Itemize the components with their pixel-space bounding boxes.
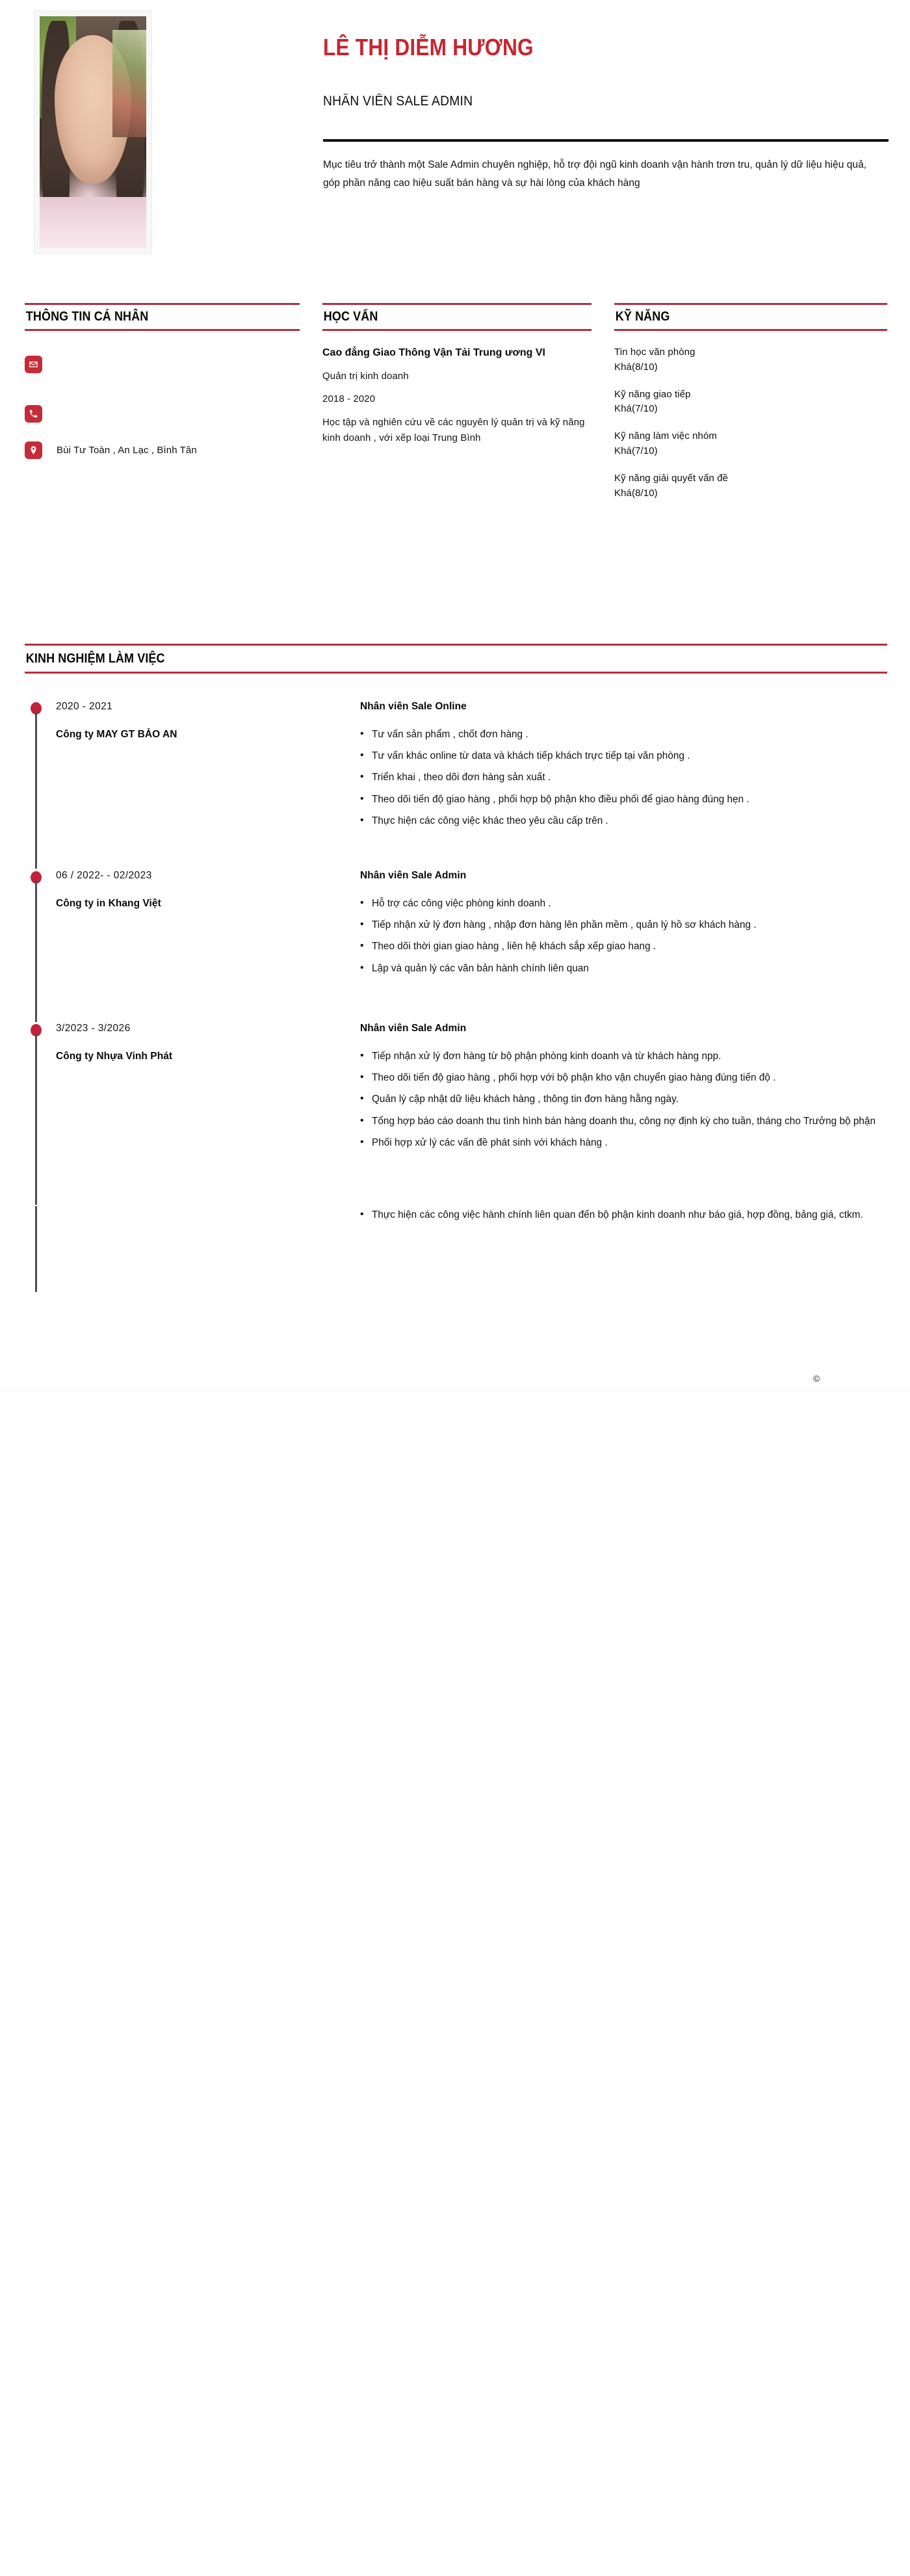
experience-company: Công ty MAY GT BẢO AN bbox=[56, 729, 177, 740]
timeline-line bbox=[35, 1033, 37, 1205]
experience-company: Công ty Nhựa Vinh Phát bbox=[56, 1051, 173, 1062]
experience-bullet: • Theo dõi tiến độ giao hàng , phối hợp bộ phận kho điều phối để giao hàng đúng hẹn . bbox=[360, 791, 887, 808]
experience-dates: 2020 - 2021 bbox=[56, 701, 113, 712]
experience-item bbox=[25, 1206, 887, 1304]
experience-bullet: • Thực hiện các công việc hành chính liên quan đến bộ phận kinh doanh như báo giá, hợp đồng, bảng giá, ctkm. bbox=[360, 1206, 887, 1224]
section-education bbox=[322, 303, 592, 446]
experience-bullet: • Quản lý cập nhật dữ liệu khách hàng , thông tin đơn hàng hằng ngày. bbox=[360, 1090, 887, 1108]
skills-list bbox=[614, 345, 887, 501]
experience-bullet: • Thực hiện các công việc khác theo yêu cầu cấp trên . bbox=[360, 812, 887, 830]
experience-bullet: • Theo dõi tiến độ giao hàng , phối hợp với bộ phận kho vận chuyển giao hàng đúng tiến độ . bbox=[360, 1069, 887, 1086]
skill-name: Kỹ năng giao tiếp bbox=[614, 388, 691, 400]
section-skills bbox=[614, 303, 887, 513]
section-personal-info bbox=[25, 303, 300, 467]
experience-bullet: • Tiếp nhận xử lý đơn hàng , nhập đơn hàng lên phần mềm , quản lý hồ sơ khách hàng . bbox=[360, 916, 887, 934]
envelope-icon bbox=[25, 356, 42, 373]
timeline-gutter bbox=[25, 1206, 135, 1304]
section-title-personal-info: THÔNG TIN CÁ NHÂN bbox=[25, 309, 149, 324]
skill-level: Khá(8/10) bbox=[614, 487, 658, 499]
section-rule-bottom bbox=[614, 329, 887, 331]
section-rule-bottom bbox=[25, 672, 887, 674]
experience-item bbox=[25, 1023, 887, 1206]
experience-bullet: • Hỗ trợ các công việc phòng kinh doanh . bbox=[360, 895, 887, 912]
experience-bullet: • Phối hợp xử lý các vấn đề phát sinh với khách hàng . bbox=[360, 1134, 887, 1151]
education-major: Quản trị kinh doanh bbox=[322, 371, 409, 382]
skill-level: Khá(7/10) bbox=[614, 445, 658, 456]
page-break-divider bbox=[0, 1390, 910, 1391]
map-pin-icon bbox=[25, 441, 42, 459]
timeline-line bbox=[35, 711, 37, 869]
experience-item bbox=[25, 870, 887, 1023]
experience-bullet: • Tiếp nhận xử lý đơn hàng từ bộ phận phòng kinh doanh và từ khách hàng npp. bbox=[360, 1047, 887, 1065]
experience-bullets bbox=[360, 1206, 887, 1224]
experience-item bbox=[25, 701, 887, 870]
education-period: 2018 - 2020 bbox=[322, 393, 376, 405]
skill-item bbox=[614, 388, 887, 417]
section-title-work-experience: KINH NGHIỆM LÀM VIỆC bbox=[25, 651, 165, 666]
phone-icon bbox=[25, 405, 42, 423]
experience-role: Nhân viên Sale Admin bbox=[360, 1023, 467, 1034]
skill-name: Kỹ năng làm việc nhóm bbox=[614, 430, 718, 442]
timeline-gutter bbox=[25, 870, 161, 1023]
timeline-gutter bbox=[25, 701, 177, 870]
skill-level: Khá(7/10) bbox=[614, 403, 658, 415]
career-objective: Mục tiêu trở thành một Sale Admin chuyên nghiệp, hỗ trợ đội ngũ kinh doanh vận hành trơn tru, quản lý dữ liệu hiệu quả, góp phần nâng cao hiệu suất bán hàng và sự hài lòng của khách hàng bbox=[323, 159, 867, 189]
resume-header bbox=[0, 0, 910, 280]
section-work-experience bbox=[25, 644, 887, 1304]
section-rule-bottom bbox=[322, 329, 592, 331]
education-entry bbox=[322, 345, 592, 446]
education-school: Cao đẳng Giao Thông Vận Tải Trung ương VI bbox=[322, 347, 545, 358]
skill-name: Tin học văn phòng bbox=[614, 347, 696, 358]
experience-role: Nhân viên Sale Online bbox=[360, 701, 467, 712]
profile-photo bbox=[40, 16, 146, 248]
experience-dates: 06 / 2022- - 02/2023 bbox=[56, 870, 152, 881]
skill-item bbox=[614, 429, 887, 459]
experience-bullet: • Tư vấn khác online từ data và khách tiếp khách trực tiếp tại văn phòng . bbox=[360, 747, 887, 765]
timeline-gutter bbox=[25, 1023, 173, 1206]
experience-bullets bbox=[360, 726, 887, 830]
experience-bullets bbox=[360, 1047, 887, 1151]
header-divider bbox=[323, 139, 889, 142]
experience-body bbox=[135, 1023, 887, 1206]
experience-bullets bbox=[360, 895, 887, 977]
contact-row-phone[interactable] bbox=[25, 396, 300, 431]
experience-body bbox=[135, 1206, 887, 1304]
skill-item bbox=[614, 471, 887, 501]
copyright-icon: © bbox=[813, 1373, 820, 1384]
section-title-education: HỌC VẤN bbox=[323, 309, 378, 324]
contact-list bbox=[25, 347, 300, 467]
candidate-name: LÊ THỊ DIỄM HƯƠNG bbox=[323, 34, 534, 60]
experience-bullet: • Lập và quản lý các văn bản hành chính liên quan bbox=[360, 960, 887, 977]
experience-bullet: • Theo dõi thời gian giao hàng , liên hệ khách sắp xếp giao hang . bbox=[360, 938, 887, 955]
photo-shirt bbox=[40, 197, 146, 248]
skill-name: Kỹ năng giải quyết vấn đề bbox=[614, 472, 729, 484]
section-title-skills: KỸ NĂNG bbox=[615, 309, 670, 324]
contact-row-location[interactable] bbox=[25, 432, 300, 467]
experience-dates: 3/2023 - 3/2026 bbox=[56, 1023, 131, 1034]
experience-timeline bbox=[25, 701, 887, 1304]
experience-body bbox=[135, 701, 887, 870]
experience-role: Nhân viên Sale Admin bbox=[360, 870, 467, 881]
skill-item bbox=[614, 345, 887, 375]
experience-bullet: • Tổng hợp báo cáo doanh thu tình hình bán hàng doanh thu, công nợ định kỳ cho tuần, tháng cho Trưởng bộ phận bbox=[360, 1112, 887, 1130]
timeline-line bbox=[35, 880, 37, 1022]
contact-location-value: Bùi Tư Toàn , An Lạc , Bình Tân bbox=[57, 444, 197, 456]
experience-company: Công ty in Khang Việt bbox=[56, 898, 161, 909]
education-description: Học tập và nghiên cứu về các nguyên lý quản trị và kỹ năng kinh doanh , với xếp loại Trung Bình bbox=[322, 416, 585, 443]
profile-photo-frame bbox=[34, 10, 152, 254]
contact-row-email[interactable] bbox=[25, 347, 300, 382]
candidate-job-title: NHÂN VIÊN SALE ADMIN bbox=[323, 94, 473, 109]
experience-bullet: • Tư vấn sản phẩm , chốt đơn hàng . bbox=[360, 726, 887, 743]
timeline-line bbox=[35, 1206, 37, 1292]
experience-body bbox=[135, 870, 887, 1023]
skill-level: Khá(8/10) bbox=[614, 361, 658, 373]
section-rule-bottom bbox=[25, 329, 300, 331]
experience-bullet: • Triển khai , theo dõi đơn hàng sản xuất . bbox=[360, 769, 887, 786]
